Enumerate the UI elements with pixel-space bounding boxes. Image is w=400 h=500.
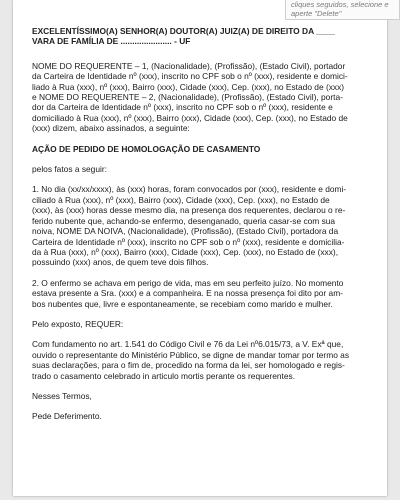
court-heading (32, 26, 370, 47)
fact-1-line: da à Rua (xxx), nº (xxx), Bairro (xxx), Cidade (xxx), Cep. (xxx), no Estado de (xxx), (32, 246, 339, 257)
document-page (13, 0, 387, 496)
request-paragraph (32, 339, 370, 381)
facts-intro: pelos fatos a seguir: (32, 164, 107, 175)
fact-1-line: (xxx), às (xxx) horas desse mesmo dia, na presença dos requerentes, declarou o re- (32, 205, 346, 216)
fact-1-line: ciliado à Rua (xxx), nº (xxx), Bairro (xxx), Cidade (xxx), Cep. (xxx), no Estado de (32, 194, 330, 205)
intro-line: da Carteira de Identidade nº (xxx), inscrito no CPF sob o nº (xxx), residente e domici- (32, 71, 348, 82)
intro-line: NOME DO REQUERENTE – 1, (Nacionalidade), (Profissão), (Estado Civil), portador (32, 60, 346, 71)
fact-1-line: Carteira de Identidade nº (xxx), inscrito no CPF sob o nº (xxx), residente e domicilia- (32, 236, 345, 247)
intro-line: (xxx) dizem, abaixo assinados, a seguinte: (32, 123, 190, 134)
request-line: suas declarações, para o fim de, procedido na forma da lei, ser homologado e regis- (32, 360, 345, 371)
fact-2-line: bos nubentes que, livre e espontaneamente, se recebiam como marido e mulher. (32, 298, 333, 309)
fact-1-line: possuindo (xxx) anos, de quem teve dois filhos. (32, 257, 209, 268)
intro-line: domiciliado à Rua (xxx), nº (xxx), Bairro (xxx), Cidade (xxx), Cep. (xxx), no Estado de (32, 112, 348, 123)
tooltip-line: cliques seguidos, selecione e (291, 0, 389, 9)
heading-line: VARA DE FAMÍLIA DE ...................... - UF (32, 36, 191, 47)
fact-1-line: noiva, NOME DA NOIVA, (Nacionalidade), (Profissão), (Estado Civil), portadora da (32, 226, 339, 237)
request-line: ouvido o representante do Ministério Público, se digne de mandar tomar por termo as (32, 349, 350, 360)
closing-text: Nesses Termos, (32, 390, 92, 401)
fact-1-line: 1. No dia (xx/xx/xxxx), às (xxx) horas, foram convocados por (xxx), residente e domi- (32, 184, 347, 195)
help-tooltip (285, 0, 400, 20)
fact-2-paragraph (32, 278, 370, 309)
request-line: trado o casamento celebrado in articulo mortis perante os requerentes. (32, 370, 296, 381)
fact-2-line: estava presente a Sra. (xxx) e a companheira. E na nossa presença foi dito por am- (32, 288, 343, 299)
fact-1-line: ferido nubente que, achando-se enfermo, desenganado, queria casar-se com sua (32, 215, 336, 226)
deferment-text: Pede Deferimento. (32, 411, 102, 422)
request-intro: Pelo exposto, REQUER: (32, 318, 124, 329)
heading-line: EXCELENTÍSSIMO(A) SENHOR(A) DOUTOR(A) JUIZ(A) DE DIREITO DA ____ (32, 26, 335, 36)
intro-paragraph (32, 61, 370, 134)
fact-2-line: 2. O enfermo se achava em perigo de vida, mas em seu perfeito juízo. No momento (32, 277, 344, 288)
tooltip-line: aperte "Delete" (291, 8, 342, 18)
intro-line: dor da Carteira de Identidade nº (xxx), inscrito no CPF sob o nº (xxx), residente e (32, 102, 333, 113)
fact-1-paragraph (32, 184, 370, 267)
intro-line: liado à Rua (xxx), nº (xxx), Bairro (xxx), Cidade (xxx), Cep. (xxx), no Estado de (xxx) (32, 81, 345, 92)
document-body (32, 26, 370, 422)
intro-line: e NOME DO REQUERENTE – 2, (Nacionalidade), (Profissão), (Estado Civil), porta- (32, 92, 343, 103)
section-title: AÇÃO DE PEDIDO DE HOMOLOGAÇÃO DE CASAMENTO (32, 143, 261, 154)
request-line: Com fundamento no art. 1.541 do Código Civil e 76 da Lei nº6.015/73, a V. Exª que, (32, 339, 344, 350)
